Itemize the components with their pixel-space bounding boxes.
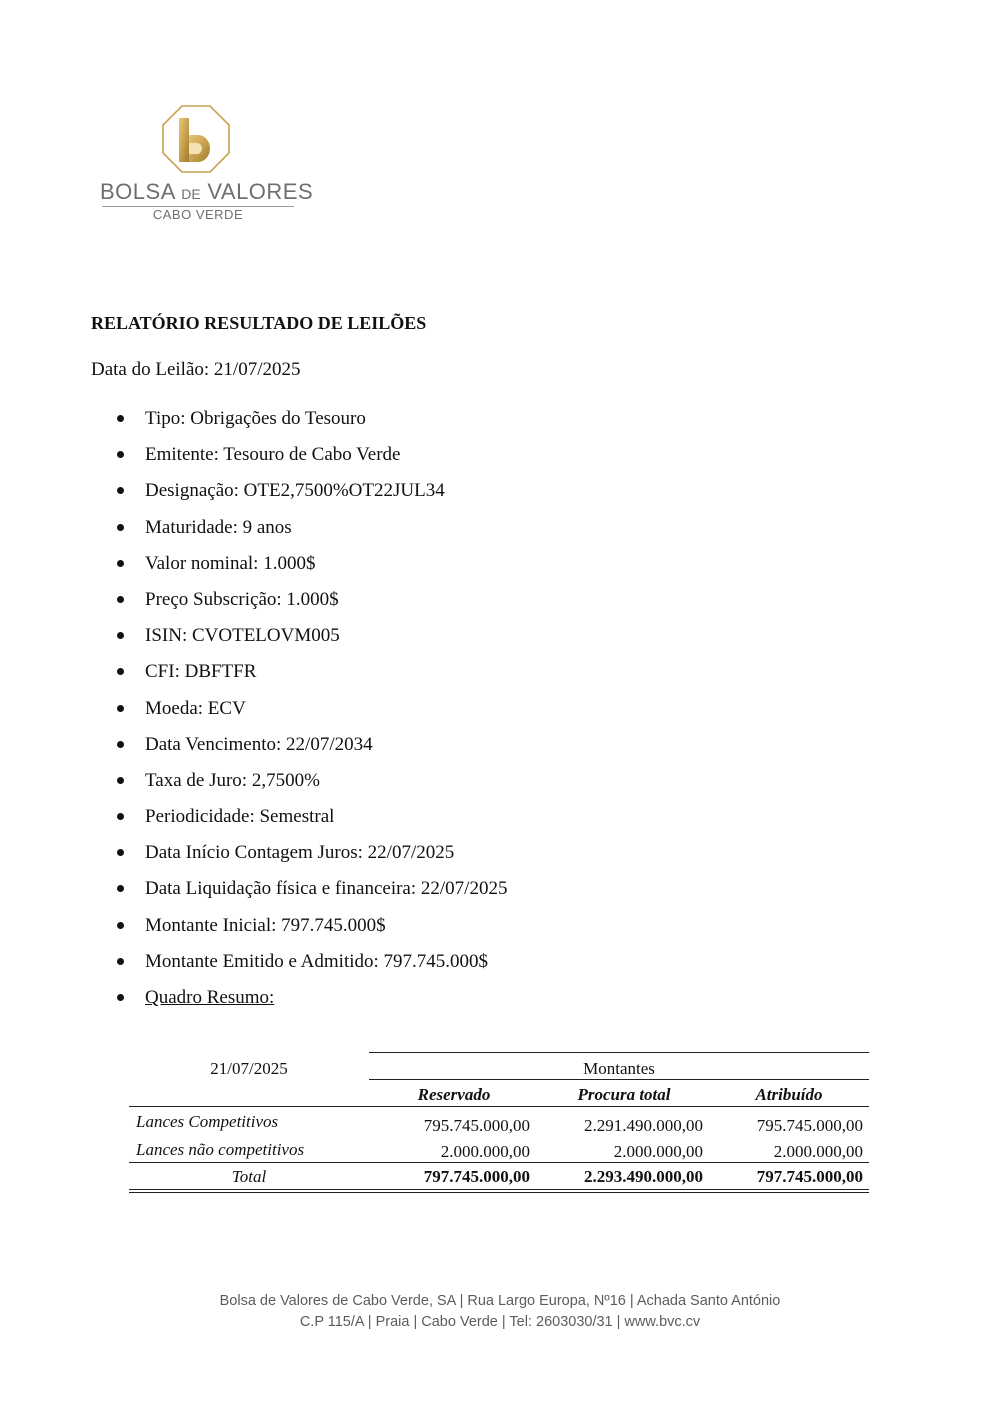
list-item-nominal-value: Valor nominal: 1.000$ bbox=[0, 552, 507, 588]
bullet-icon bbox=[117, 560, 124, 567]
list-item-isin: ISIN: CVOTELOVM005 bbox=[0, 624, 507, 660]
cell-competitive-allocated: 795.745.000,00 bbox=[756, 1116, 863, 1135]
table-top-rule bbox=[369, 1052, 869, 1053]
summary-table bbox=[129, 1050, 869, 1195]
list-item-periodicity: Periodicidade: Semestral bbox=[0, 805, 507, 841]
list-item-initial-amount: Montante Inicial: 797.745.000$ bbox=[0, 914, 507, 950]
cell-total-allocated: 797.745.000,00 bbox=[756, 1167, 863, 1186]
row-label-total: Total bbox=[231, 1167, 267, 1186]
column-header-reserved: Reservado bbox=[417, 1085, 491, 1104]
bullet-icon bbox=[117, 596, 124, 603]
table-group-rule bbox=[369, 1079, 869, 1080]
cell-total-reserved: 797.745.000,00 bbox=[423, 1167, 530, 1186]
bullet-icon bbox=[117, 487, 124, 494]
row-label-non-competitive: Lances não competitivos bbox=[136, 1140, 305, 1159]
row-label-competitive: Lances Competitivos bbox=[136, 1112, 279, 1131]
auction-date: Data do Leilão: 21/07/2025 bbox=[91, 359, 301, 380]
page-footer bbox=[0, 1291, 1000, 1333]
bullet-icon bbox=[117, 958, 124, 965]
cell-non-competitive-demand: 2.000.000,00 bbox=[613, 1142, 703, 1161]
column-header-total-demand: Procura total bbox=[577, 1085, 671, 1104]
list-item-subscription-price: Preço Subscrição: 1.000$ bbox=[0, 588, 507, 624]
cell-non-competitive-allocated: 2.000.000,00 bbox=[773, 1142, 863, 1161]
column-header-allocated: Atribuído bbox=[755, 1085, 823, 1104]
bullet-icon bbox=[117, 741, 124, 748]
logo-wordmark: BOLSA DE VALORES bbox=[100, 179, 314, 204]
cell-non-competitive-reserved: 2.000.000,00 bbox=[440, 1142, 530, 1161]
list-item-issued-amount: Montante Emitido e Admitido: 797.745.000$ bbox=[0, 950, 507, 986]
list-item-maturity-date: Data Vencimento: 22/07/2034 bbox=[0, 733, 507, 769]
auction-details-list bbox=[0, 407, 507, 1022]
bullet-icon bbox=[117, 994, 124, 1001]
bullet-icon bbox=[117, 705, 124, 712]
bullet-icon bbox=[117, 849, 124, 856]
bullet-icon bbox=[117, 524, 124, 531]
list-item-issuer: Emitente: Tesouro de Cabo Verde bbox=[0, 443, 507, 479]
table-bottom-rule bbox=[129, 1189, 869, 1190]
footer-contact: C.P 115/A | Praia | Cabo Verde | Tel: 2603030/31 | www.bvc.cv bbox=[299, 1314, 701, 1330]
table-bottom-rule-double bbox=[129, 1192, 869, 1193]
bullet-icon bbox=[117, 451, 124, 458]
bullet-icon bbox=[117, 813, 124, 820]
bullet-icon bbox=[117, 632, 124, 639]
table-group-header: Montantes bbox=[583, 1059, 655, 1078]
bullet-icon bbox=[117, 668, 124, 675]
list-item-settlement-date: Data Liquidação física e financeira: 22/07/2025 bbox=[0, 877, 507, 913]
list-item-type: Tipo: Obrigações do Tesouro bbox=[0, 407, 507, 443]
report-title: RELATÓRIO RESULTADO DE LEILÕES bbox=[91, 313, 427, 333]
cell-total-demand: 2.293.490.000,00 bbox=[584, 1167, 703, 1186]
logo-emblem-icon bbox=[162, 105, 230, 173]
list-item-currency: Moeda: ECV bbox=[0, 697, 507, 733]
company-logo bbox=[100, 105, 314, 225]
list-item-maturity: Maturidade: 9 anos bbox=[0, 516, 507, 552]
bullet-icon bbox=[117, 922, 124, 929]
list-item-interest-start: Data Início Contagem Juros: 22/07/2025 bbox=[0, 841, 507, 877]
list-item-designation: Designação: OTE2,7500%OT22JUL34 bbox=[0, 479, 507, 515]
logo-subtitle: CABO VERDE bbox=[152, 207, 244, 222]
table-body-rule bbox=[129, 1162, 869, 1163]
bullet-icon bbox=[117, 777, 124, 784]
cell-competitive-demand: 2.291.490.000,00 bbox=[584, 1116, 703, 1135]
footer-address: Bolsa de Valores de Cabo Verde, SA | Rua Largo Europa, Nº16 | Achada Santo António bbox=[219, 1293, 781, 1309]
list-item-summary-heading: Quadro Resumo: bbox=[0, 986, 507, 1022]
bullet-icon bbox=[117, 415, 124, 422]
table-date: 21/07/2025 bbox=[210, 1059, 288, 1078]
cell-competitive-reserved: 795.745.000,00 bbox=[423, 1116, 530, 1135]
bullet-icon bbox=[117, 885, 124, 892]
table-header-rule bbox=[129, 1106, 869, 1107]
list-item-interest-rate: Taxa de Juro: 2,7500% bbox=[0, 769, 507, 805]
list-item-cfi: CFI: DBFTFR bbox=[0, 660, 507, 696]
